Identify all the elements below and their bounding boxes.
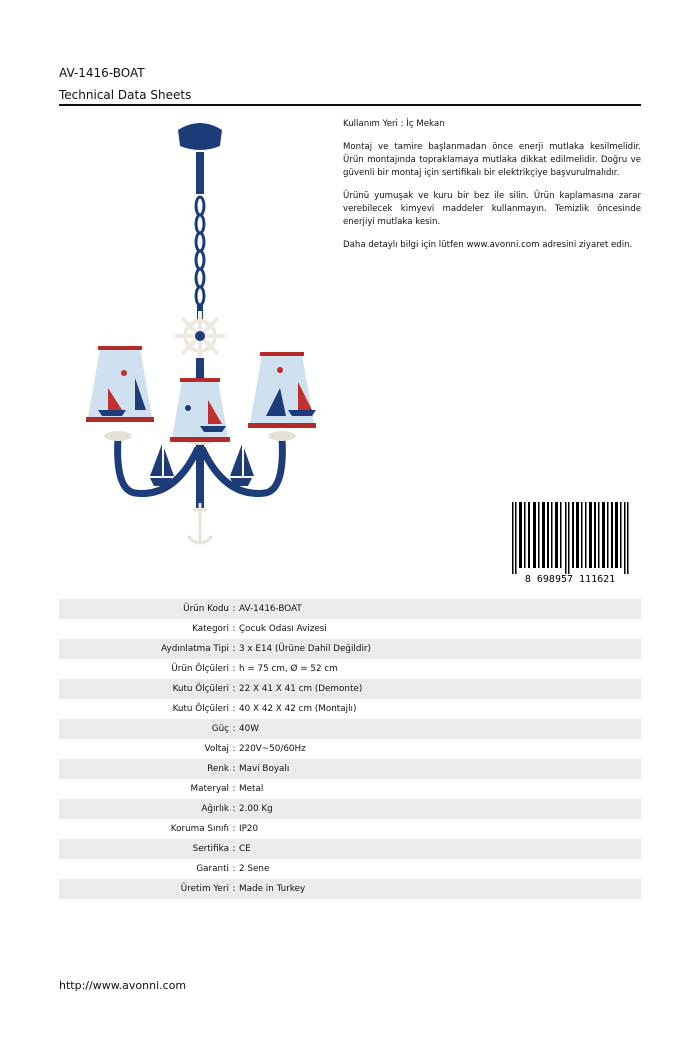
spec-separator: : xyxy=(232,604,236,614)
spec-row xyxy=(59,859,641,879)
spec-separator: : xyxy=(232,864,236,874)
spec-label: Ürün Ölçüleri xyxy=(171,664,229,674)
usage-info xyxy=(343,118,641,262)
header-divider xyxy=(59,104,641,106)
barcode xyxy=(500,502,640,586)
barcode-bars xyxy=(512,502,629,574)
spec-value: CE xyxy=(239,844,251,854)
spec-separator: : xyxy=(232,684,236,694)
spec-separator: : xyxy=(232,704,236,714)
spec-row xyxy=(59,819,641,839)
spec-label: Kategori xyxy=(192,624,229,634)
spec-label: Ağırlık xyxy=(201,804,229,814)
spec-row xyxy=(59,879,641,899)
spec-row xyxy=(59,699,641,719)
spec-value: 40W xyxy=(239,724,259,734)
usage-place: Kullanım Yeri : İç Mekan xyxy=(343,119,445,129)
spec-value: h = 75 cm, Ø = 52 cm xyxy=(239,664,338,674)
spec-row xyxy=(59,599,641,619)
spec-row xyxy=(59,839,641,859)
spec-label: Sertifika xyxy=(192,844,229,854)
spec-row xyxy=(59,639,641,659)
spec-separator: : xyxy=(232,764,236,774)
product-code-title: AV-1416-BOAT xyxy=(59,66,145,80)
spec-row xyxy=(59,779,641,799)
spec-label: Kutu Ölçüleri xyxy=(172,684,229,694)
spec-label: Garanti xyxy=(196,864,229,874)
barcode-digits: 8 698957 111621 xyxy=(524,574,616,585)
footer-url[interactable]: http://www.avonni.com xyxy=(59,979,187,992)
spec-label: Voltaj xyxy=(204,744,229,754)
spec-label: Kutu Ölçüleri xyxy=(172,704,229,714)
spec-separator: : xyxy=(232,824,236,834)
spec-value: Çocuk Odası Avizesi xyxy=(239,624,327,634)
spec-value: 2 Sene xyxy=(239,864,270,874)
spec-value: AV-1416-BOAT xyxy=(239,604,302,614)
spec-separator: : xyxy=(232,804,236,814)
spec-value: 2.00 Kg xyxy=(239,804,273,814)
spec-row xyxy=(59,739,641,759)
spec-label: Materyal xyxy=(190,784,229,794)
spec-separator: : xyxy=(232,884,236,894)
product-image xyxy=(80,118,330,558)
spec-value: IP20 xyxy=(239,824,259,834)
spec-row xyxy=(59,759,641,779)
spec-separator: : xyxy=(232,624,236,634)
spec-label: Koruma Sınıfı xyxy=(170,824,229,834)
spec-value: 22 X 41 X 41 cm (Demonte) xyxy=(239,684,363,694)
spec-row xyxy=(59,659,641,679)
spec-separator: : xyxy=(232,744,236,754)
spec-separator: : xyxy=(232,644,236,654)
spec-label: Renk xyxy=(207,764,229,774)
specs-table xyxy=(59,599,641,899)
cleaning-paragraph: Ürünü yumuşak ve kuru bir bez ile silin. Ürün kaplamasına zarar verebilecek kimyevi maddeler kullanmayın. Temizlik öncesinde enerjiyi mutlaka kesin. xyxy=(343,191,641,227)
spec-value: 40 X 42 X 42 cm (Montajlı) xyxy=(239,704,357,714)
spec-row xyxy=(59,619,641,639)
website-paragraph: Daha detaylı bilgi için lütfen www.avonni.com adresini ziyaret edin. xyxy=(343,240,633,250)
spec-row xyxy=(59,719,641,739)
spec-label: Ürün Kodu xyxy=(183,604,229,614)
spec-separator: : xyxy=(232,844,236,854)
spec-label: Aydınlatma Tipi xyxy=(161,644,229,654)
spec-label: Üretim Yeri xyxy=(180,884,229,894)
spec-value: Metal xyxy=(239,784,264,794)
safety-paragraph: Montaj ve tamire başlanmadan önce enerji mutlaka kesilmelidir. Ürün montajında topraklamaya mutlaka dikkat edilmelidir. Doğru ve güvenli bir montaj için sertifikalı bir elektrikçiye başvurulmalıdır. xyxy=(343,142,641,178)
spec-value: 220V~50/60Hz xyxy=(239,744,306,754)
spec-separator: : xyxy=(232,664,236,674)
spec-label: Güç xyxy=(211,724,229,734)
spec-separator: : xyxy=(232,724,236,734)
spec-row xyxy=(59,679,641,699)
spec-value: Made in Turkey xyxy=(239,884,306,894)
document-subtitle: Technical Data Sheets xyxy=(59,88,192,102)
spec-value: Mavi Boyalı xyxy=(239,764,290,774)
spec-value: 3 x E14 (Ürüne Dahil Değildir) xyxy=(239,644,371,654)
spec-separator: : xyxy=(232,784,236,794)
spec-row xyxy=(59,799,641,819)
